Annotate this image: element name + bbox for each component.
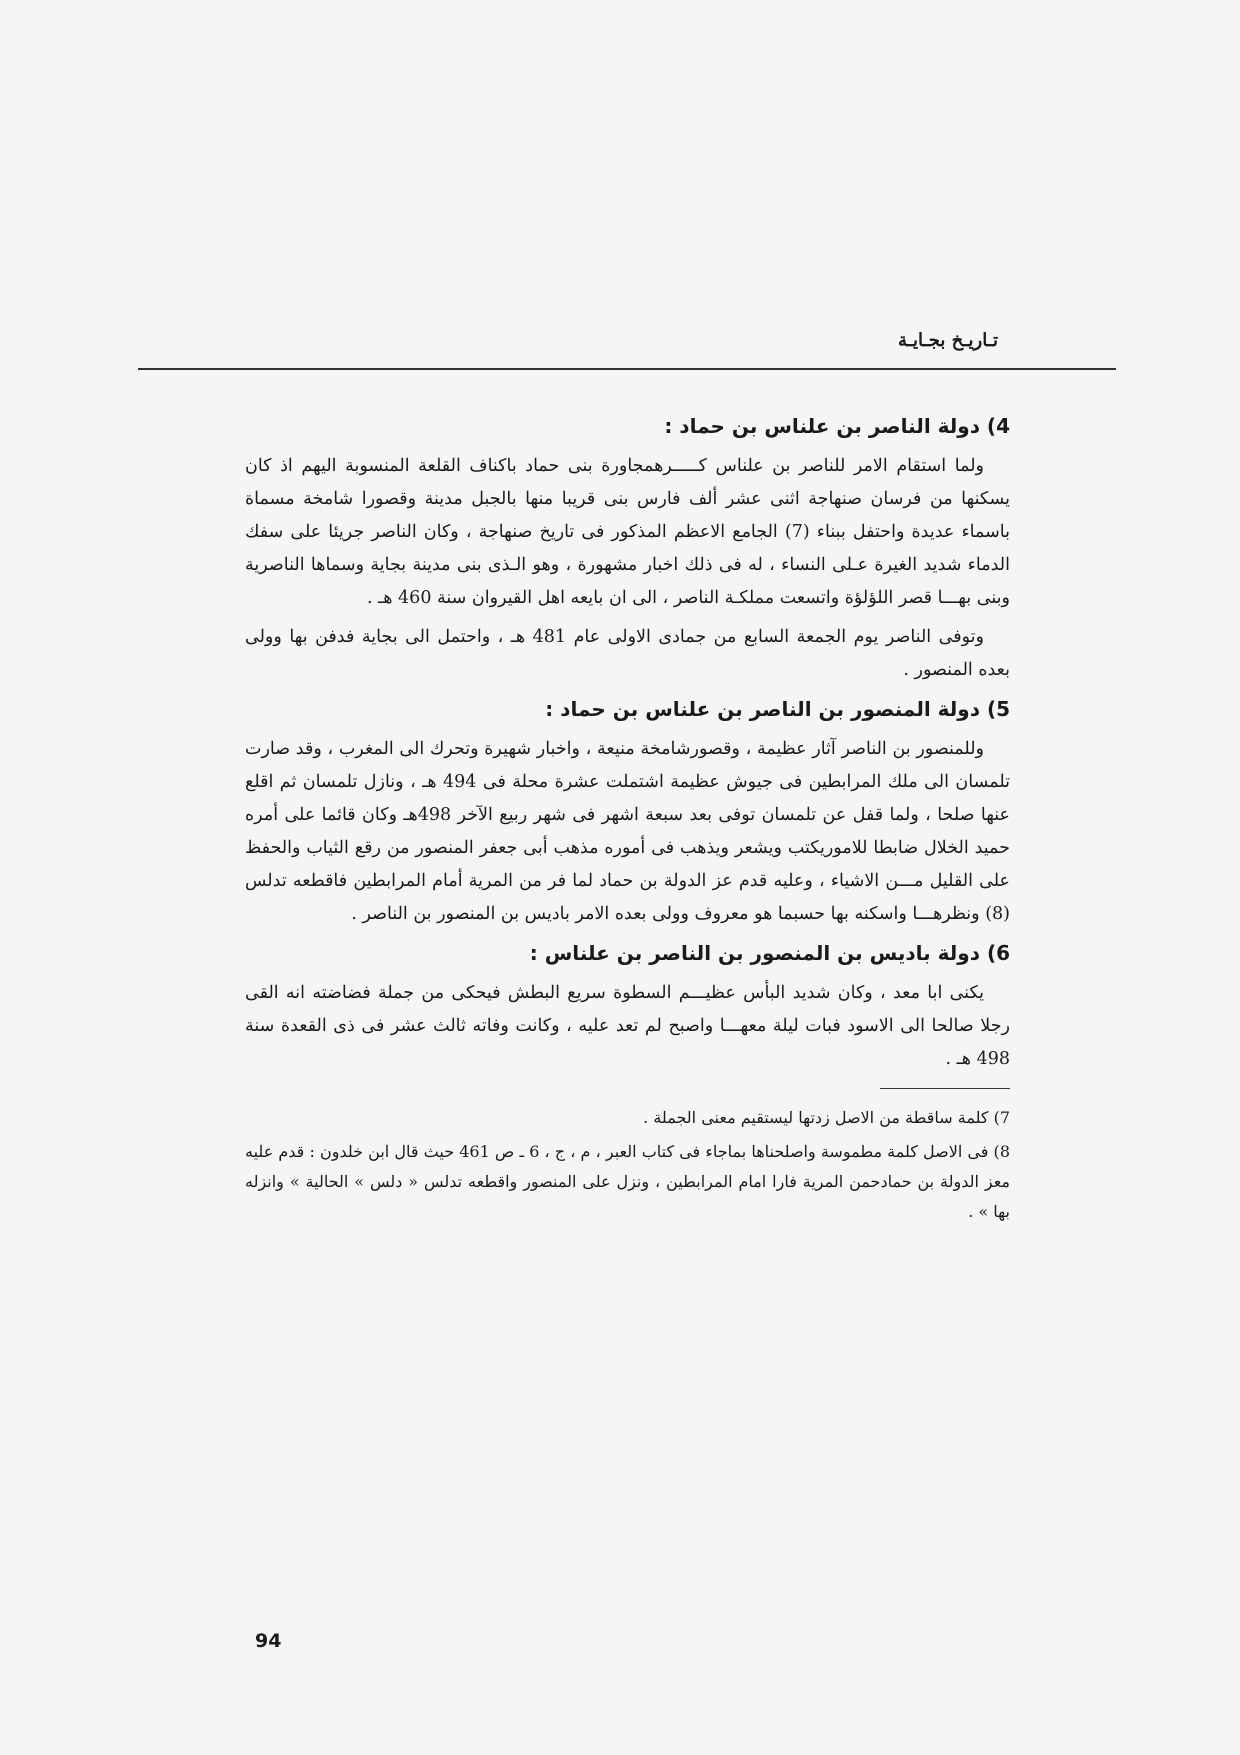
footnote: 7) كلمة ساقطة من الاصل زدتها ليستقيم معنى الجملة . [643,1108,1010,1127]
footnotes [245,1103,1010,1227]
section-heading: 6) دولة باديس بن المنصور بن الناصر بن علناس : [529,941,1010,965]
paragraph: وتوفى الناصر يوم الجمعة السابع من جمادى الاولى عام 481 هـ ، واحتمل الى بجاية فدفن بها وولى بعده المنصور . [245,627,1010,680]
running-title: تـاريـخ بجـايـة [898,330,998,351]
footnote-divider [880,1088,1010,1089]
page-number: 94 [255,1630,282,1652]
section-nasir [245,410,1010,687]
footnote: 8) فى الاصل كلمة مطموسة واصلحناها بماجاء فى كتاب العبر ، م ، ج ، 6 ـ ص 461 حيث قال ابن خلدون : قدم عليه معز الدولة بن حمادحمن المرية فارا امام المرابطين ، ونزل على المنصور واقطعه تدلس « دلس » الحالية » وانزله بها » . [245,1142,1010,1221]
section-badis [245,937,1010,1076]
page-header [138,322,1116,370]
section-heading: 4) دولة الناصر بن علناس بن حماد : [664,414,1010,438]
section-mansur [245,693,1010,931]
page-body [245,410,1010,1231]
paragraph: ولما استقام الامر للناصر بن علناس كـــــرهمجاورة بنى حماد باكناف القلعة المنسوبة اليهم اذ كان يسكنها من فرسان صنهاجة اثنى عشر ألف فارس بنى قريبا منها بالجبل مدينة وقصورا شامخة مسماة باسماء عديدة واحتفل ببناء (7) الجامع الاعظم المذكور فى تاريخ صنهاجة ، وكان الناصر جريئا على سفك الدماء شديد الغيرة عـلى النساء ، له فى ذلك اخبار مشهورة ، وهو الـذى بنى مدينة بجاية وسماها الناصرية وبنى بهـــا قصر اللؤلؤة واتسعت مملكـة الناصر ، الى ان بايعه اهل القيروان سنة 460 هـ . [245,456,1010,608]
paragraph: يكنى ابا معد ، وكان شديد البأس عظيـــم السطوة سريع البطش فيحكى من جملة فضاضته انه القى رجلا صالحا الى الاسود فبات ليلة معهـــا واصبح لم تعد عليه ، وكانت وفاته ثالث عشر فى ذى القعدة سنة 498 هـ . [245,983,1010,1069]
paragraph: وللمنصور بن الناصر آثار عظيمة ، وقصورشامخة منيعة ، واخبار شهيرة وتحرك الى المغرب ، وقد صارت تلمسان الى ملك المرابطين فى جيوش عظيمة اشتملت عشرة محلة فى 494 هـ ، ونازل تلمسان ثم اقلع عنها صلحا ، ولما قفل عن تلمسان توفى بعد سبعة اشهر فى شهر ربيع الآخر 498هـ وكان قائما على أمره حميد الخلال ضابطا للاموريكتب ويشعر ويذهب فى أموره مذهب أبى جعفر المنصور من رقع الثياب والحفظ على القليل مـــن الاشياء ، وعليه قدم عز الدولة بن حماد لما فر من المرية أمام المرابطين فاقطعه تدلس (8) ونظرهـــا واسكنه بها حسبما هو معروف وولى بعده الامر باديس بن المنصور بن الناصر . [245,739,1010,924]
section-heading: 5) دولة المنصور بن الناصر بن علناس بن حماد : [545,697,1010,721]
